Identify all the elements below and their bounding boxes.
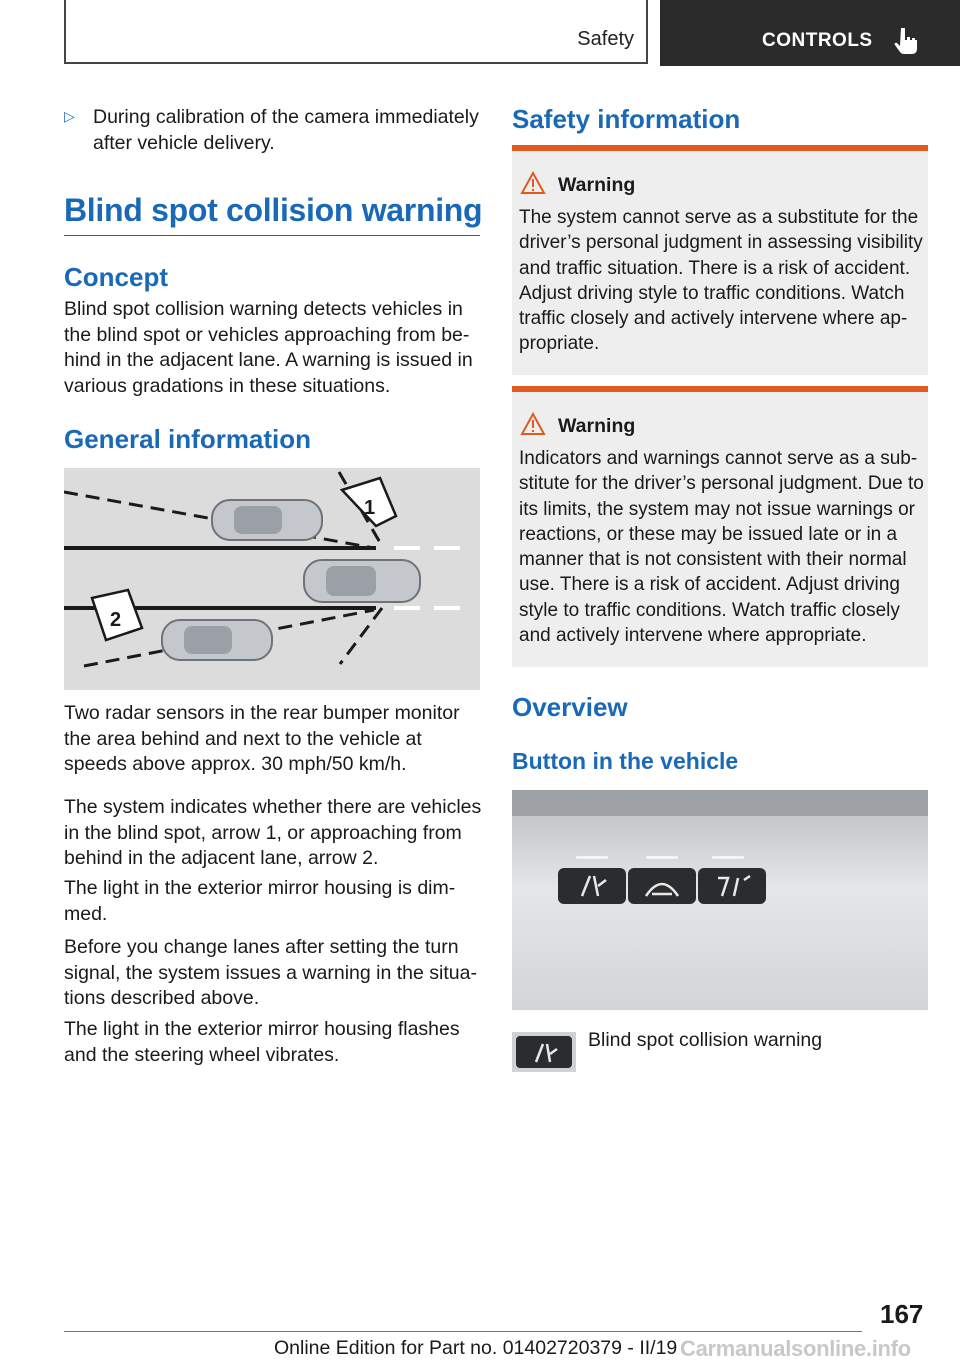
button-caption: Blind spot collision warning — [588, 1029, 823, 1051]
footer-edition: Online Edition for Part no. 01402720379 - II/19 — [274, 1337, 678, 1359]
svg-text:2: 2 — [110, 609, 122, 631]
car-blind-spot — [212, 500, 322, 540]
bullet-marker: ▷ — [64, 108, 75, 124]
safety-information-heading: Safety information — [512, 104, 741, 134]
paragraph-before-lane-change: Before you change lanes after setting the turn signal, the system issues a warning in the situa-tions described above. — [64, 936, 477, 1009]
page-number: 167 — [880, 1299, 924, 1329]
general-information-heading: General information — [64, 424, 312, 454]
svg-text:1: 1 — [364, 497, 376, 519]
pointing-hand-icon — [892, 26, 922, 56]
footer-watermark: Carmanualsonline.info — [680, 1336, 911, 1361]
button-panel-photo — [512, 790, 928, 1010]
car-approaching — [162, 620, 272, 660]
warning-text: The system cannot serve as a substitute for the driver’s personal judgment in assessing visibility and traffic situation. There is a risk of accident. Adjust driving style to traffic conditions. Watch traffic closely and actively intervene where ap-propriate. — [519, 207, 923, 355]
concept-heading: Concept — [64, 262, 168, 292]
lane-assist-button[interactable] — [628, 868, 696, 904]
paragraph-light-dimmed: The light in the exterior mirror housing is dim-med. — [64, 877, 456, 925]
header-chapter-label: CONTROLS — [762, 30, 873, 51]
page-title: Blind spot collision warning — [64, 192, 483, 228]
warning-heading: Warning — [558, 415, 636, 437]
warning-triangle-icon — [520, 412, 546, 436]
blind-spot-diagram — [64, 468, 480, 690]
button-in-vehicle-heading: Button in the vehicle — [512, 748, 739, 774]
warning-heading: Warning — [558, 174, 636, 196]
lane-departure-button[interactable] — [698, 868, 766, 904]
overview-heading: Overview — [512, 692, 628, 722]
paragraph-light-flashes: The light in the exterior mirror housing flashes and the steering wheel vibrates. — [64, 1018, 460, 1066]
blind-spot-button-icon — [512, 1032, 576, 1072]
footer-rule — [64, 1331, 862, 1332]
header-section-label: Safety — [577, 28, 634, 50]
car-own-vehicle — [304, 560, 420, 602]
paragraph-system-indicates: The system indicates whether there are vehicles in the blind spot, arrow 1, or approaching from behind in the adjacent lane, arrow 2. — [64, 796, 482, 869]
blind-spot-button[interactable] — [558, 868, 626, 904]
warning-triangle-icon — [520, 171, 546, 195]
title-underline — [64, 235, 480, 236]
paragraph-radar-sensors: Two radar sensors in the rear bumper monitor the area behind and next to the vehicle at speeds above approx. 30 mph/50 km/h. — [64, 702, 460, 775]
header-frame — [64, 0, 648, 64]
bullet-text: During calibration of the camera immediately after vehicle delivery. — [93, 106, 479, 154]
concept-text: Blind spot collision warning detects vehicles in the blind spot or vehicles approaching from be-hind in the adjacent lane. A warning is issued in various gradations in these situations. — [64, 298, 473, 397]
warning-text: Indicators and warnings cannot serve as a sub-stitute for the driver’s personal judgment. Due to its limits, the system may not issue warnings or reactions, or these may be issued late or in a manner that is not consistent with their normal use. There is a risk of accident. Adjust driving style to traffic conditions. Watch traffic closely and actively intervene where appropriate. — [519, 448, 924, 647]
